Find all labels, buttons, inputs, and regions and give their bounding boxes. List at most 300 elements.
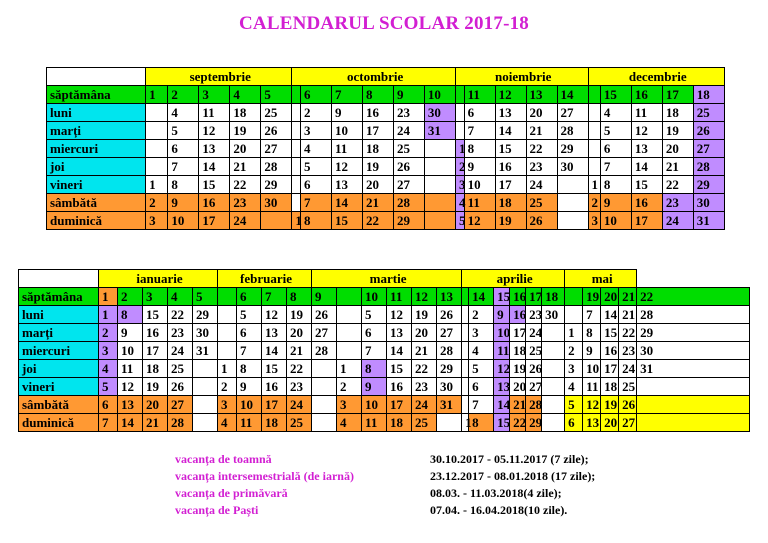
day-cell: 22 [637,288,750,306]
day-cell: 7 [168,158,199,176]
day-cell [462,396,469,414]
day-cell: 29 [261,176,292,194]
day-cell: 23 [619,342,637,360]
day-cell: 7 [301,194,332,212]
month-header: martie [312,270,462,288]
row-label: joi [47,158,146,176]
day-cell: 30 [424,104,455,122]
day-cell: 24 [230,212,261,230]
day-cell [146,140,168,158]
legend-item [175,502,258,519]
day-cell: 9 [362,378,387,396]
day-cell: 17 [143,342,168,360]
day-cell: 14 [387,342,412,360]
day-cell [292,158,301,176]
day-cell: 24 [662,212,693,230]
legend-dates: 08.03. - 11.03.2018(4 zile); [430,486,562,500]
day-cell: 3 [455,176,464,194]
legend-dates: 23.12.2017 - 08.01.2018 (17 zile); [430,469,596,483]
day-cell: 5 [455,212,464,230]
day-cell [588,122,600,140]
day-cell: 6 [600,140,631,158]
month-header: ianuarie [99,270,218,288]
day-cell: 3 [146,212,168,230]
day-cell: 15 [262,360,287,378]
day-cell: 9 [168,194,199,212]
day-cell: 29 [526,414,542,432]
row-label: sâmbătă [19,396,99,414]
day-cell: 14 [495,122,526,140]
day-cell: 11 [631,104,662,122]
day-cell: 10 [168,212,199,230]
day-cell: 27 [437,324,462,342]
day-cell [218,306,237,324]
day-cell [424,158,455,176]
day-cell: 8 [362,86,393,104]
day-cell: 19 [230,122,261,140]
day-cell: 28 [168,414,193,432]
row-label: vineri [47,176,146,194]
day-cell: 1 [565,324,583,342]
day-cell: 13 [495,104,526,122]
day-cell: 27 [693,140,724,158]
day-cell: 12 [262,306,287,324]
corner-cell [47,68,146,86]
day-cell [637,396,750,414]
day-cell: 21 [230,158,261,176]
day-cell: 23 [287,378,312,396]
day-cell: 10 [362,288,387,306]
row-label: joi [19,360,99,378]
day-cell: 17 [262,396,287,414]
day-cell: 7 [99,414,118,432]
day-cell: 21 [362,194,393,212]
day-cell [557,176,588,194]
day-cell: 15 [631,176,662,194]
day-cell: 25 [526,342,542,360]
day-cell: 7 [469,396,494,414]
day-cell: 1 [146,86,168,104]
day-cell: 23 [230,194,261,212]
day-cell: 18 [662,104,693,122]
day-cell: 18 [495,194,526,212]
day-cell: 18 [510,342,526,360]
day-cell: 19 [662,122,693,140]
day-cell [565,288,583,306]
day-cell: 4 [99,360,118,378]
day-cell: 11 [362,414,387,432]
table-row [47,158,725,176]
day-cell: 27 [557,104,588,122]
day-cell: 4 [469,342,494,360]
table-row [19,288,750,306]
day-cell: 4 [337,414,362,432]
day-cell: 8 [168,176,199,194]
day-cell: 5 [301,158,332,176]
day-cell: 24 [168,342,193,360]
day-cell: 29 [557,140,588,158]
day-cell: 7 [332,86,363,104]
day-cell: 24 [393,122,424,140]
day-cell [557,212,588,230]
day-cell: 15 [143,306,168,324]
table-row [47,194,725,212]
day-cell [292,194,301,212]
day-cell: 10 [362,396,387,414]
day-cell: 13 [332,176,363,194]
day-cell: 29 [193,306,218,324]
table-row [19,306,750,324]
day-cell: 13 [262,324,287,342]
day-cell: 30 [693,194,724,212]
day-cell: 6 [237,324,262,342]
day-cell: 19 [510,360,526,378]
day-cell: 6 [168,140,199,158]
day-cell: 25 [412,414,437,432]
day-cell [337,324,362,342]
day-cell: 11 [118,360,143,378]
day-cell: 31 [424,122,455,140]
day-cell [455,86,464,104]
day-cell: 31 [637,360,750,378]
day-cell [312,360,337,378]
day-cell: 4 [301,140,332,158]
day-cell: 15 [600,86,631,104]
day-cell: 27 [168,396,193,414]
day-cell: 15 [601,324,619,342]
day-cell: 1 [218,360,237,378]
day-cell: 6 [301,176,332,194]
day-cell: 28 [437,342,462,360]
legend-item [175,468,354,485]
day-cell: 1 [462,414,469,432]
day-cell: 11 [494,342,510,360]
day-cell: 22 [287,360,312,378]
row-label: marți [19,324,99,342]
month-header-row [19,270,750,288]
row-label: săptămâna [19,288,99,306]
day-cell: 10 [332,122,363,140]
day-cell: 12 [412,288,437,306]
day-cell: 18 [542,288,565,306]
day-cell: 5 [193,288,218,306]
day-cell: 5 [99,378,118,396]
day-cell: 17 [362,122,393,140]
day-cell: 16 [631,194,662,212]
day-cell: 17 [495,176,526,194]
day-cell: 3 [469,324,494,342]
day-cell [146,104,168,122]
day-cell: 4 [230,86,261,104]
day-cell: 8 [362,360,387,378]
day-cell: 5 [600,122,631,140]
month-header-row [47,68,725,86]
legend-name: vacanța intersemestrială (de iarnă) [175,469,354,483]
day-cell: 27 [312,324,337,342]
day-cell: 7 [464,122,495,140]
month-header: octombrie [292,68,456,86]
day-cell: 26 [312,306,337,324]
day-cell [462,378,469,396]
table-row [47,176,725,194]
day-cell: 16 [510,288,526,306]
day-cell: 25 [393,140,424,158]
day-cell: 17 [387,396,412,414]
day-cell [542,342,565,360]
day-cell: 22 [230,176,261,194]
day-cell: 21 [143,414,168,432]
day-cell: 30 [437,378,462,396]
day-cell: 25 [287,414,312,432]
corner-cell [19,270,99,288]
day-cell: 29 [637,324,750,342]
day-cell: 31 [437,396,462,414]
day-cell: 20 [230,140,261,158]
day-cell: 21 [619,288,637,306]
day-cell: 4 [600,104,631,122]
day-cell: 25 [168,360,193,378]
day-cell [193,414,218,432]
row-label: duminică [19,414,99,432]
day-cell: 3 [301,122,332,140]
day-cell: 28 [261,158,292,176]
day-cell: 31 [193,342,218,360]
legend-item [175,485,288,502]
day-cell [462,324,469,342]
table-row [19,378,750,396]
day-cell: 12 [464,212,495,230]
day-cell: 7 [237,342,262,360]
day-cell: 22 [362,212,393,230]
day-cell: 20 [412,324,437,342]
month-header: noiembrie [455,68,588,86]
day-cell [542,360,565,378]
day-cell [292,176,301,194]
day-cell: 4 [218,414,237,432]
day-cell: 26 [261,122,292,140]
day-cell [312,396,337,414]
day-cell: 18 [693,86,724,104]
day-cell [565,306,583,324]
day-cell: 1 [292,212,301,230]
day-cell: 5 [168,122,199,140]
day-cell: 25 [261,104,292,122]
day-cell [437,414,462,432]
day-cell: 21 [412,342,437,360]
legend-name: vacanța de primăvară [175,486,288,500]
day-cell [424,194,455,212]
day-cell [312,378,337,396]
day-cell: 21 [510,396,526,414]
month-header: aprilie [462,270,565,288]
day-cell [218,324,237,342]
day-cell: 8 [464,140,495,158]
day-cell [292,86,301,104]
day-cell [542,378,565,396]
day-cell: 9 [583,342,601,360]
day-cell: 25 [619,378,637,396]
day-cell [637,414,750,432]
day-cell: 20 [362,176,393,194]
day-cell: 23 [662,194,693,212]
day-cell: 22 [619,324,637,342]
day-cell: 1 [146,176,168,194]
day-cell: 28 [526,396,542,414]
day-cell [193,360,218,378]
day-cell: 22 [662,176,693,194]
day-cell: 1 [99,288,118,306]
day-cell [193,396,218,414]
day-cell: 19 [143,378,168,396]
day-cell: 13 [118,396,143,414]
day-cell: 8 [287,288,312,306]
day-cell: 4 [168,104,199,122]
day-cell: 22 [412,360,437,378]
day-cell [337,288,362,306]
day-cell: 6 [237,288,262,306]
day-cell: 29 [393,212,424,230]
day-cell: 14 [494,396,510,414]
day-cell: 22 [510,414,526,432]
day-cell: 12 [631,122,662,140]
legend-item [175,451,272,468]
day-cell [218,288,237,306]
day-cell: 16 [495,158,526,176]
table-row [19,324,750,342]
day-cell: 2 [588,194,600,212]
day-cell: 5 [469,360,494,378]
day-cell: 23 [412,378,437,396]
day-cell: 8 [600,176,631,194]
day-cell: 20 [143,396,168,414]
day-cell [292,140,301,158]
day-cell: 28 [637,306,750,324]
day-cell: 20 [601,414,619,432]
day-cell: 10 [118,342,143,360]
day-cell: 26 [437,306,462,324]
day-cell: 1 [99,306,118,324]
calendar-table-semester-2 [18,269,750,432]
day-cell [424,140,455,158]
day-cell: 18 [387,414,412,432]
day-cell: 9 [464,158,495,176]
day-cell: 10 [424,86,455,104]
day-cell [424,176,455,194]
table-row [47,86,725,104]
day-cell: 15 [494,414,510,432]
day-cell: 15 [494,288,510,306]
day-cell: 13 [631,140,662,158]
day-cell: 2 [337,378,362,396]
day-cell: 16 [631,86,662,104]
row-label: luni [19,306,99,324]
row-label: duminică [47,212,146,230]
day-cell: 25 [526,194,557,212]
day-cell: 8 [237,360,262,378]
row-label: luni [47,104,146,122]
day-cell: 10 [600,212,631,230]
day-cell: 19 [287,306,312,324]
day-cell: 21 [662,158,693,176]
day-cell: 27 [526,378,542,396]
day-cell: 7 [600,158,631,176]
day-cell [462,360,469,378]
day-cell: 7 [583,306,601,324]
day-cell: 13 [199,140,230,158]
day-cell: 16 [199,194,230,212]
day-cell: 28 [393,194,424,212]
day-cell: 1 [588,176,600,194]
day-cell [337,342,362,360]
day-cell: 1 [455,140,464,158]
day-cell: 12 [583,396,601,414]
day-cell: 2 [565,342,583,360]
day-cell: 10 [464,176,495,194]
day-cell: 11 [464,194,495,212]
day-cell: 15 [387,360,412,378]
day-cell: 5 [261,86,292,104]
day-cell: 3 [588,212,600,230]
day-cell: 9 [118,324,143,342]
month-header: februarie [218,270,312,288]
day-cell: 17 [601,360,619,378]
day-cell: 15 [332,212,363,230]
day-cell: 28 [557,122,588,140]
day-cell: 11 [583,378,601,396]
day-cell: 3 [199,86,230,104]
day-cell: 2 [301,104,332,122]
day-cell: 2 [469,306,494,324]
day-cell: 30 [261,194,292,212]
row-label: miercuri [47,140,146,158]
day-cell: 9 [237,378,262,396]
day-cell [462,342,469,360]
day-cell: 4 [565,378,583,396]
day-cell [637,378,750,396]
day-cell: 2 [99,324,118,342]
month-header: mai [565,270,637,288]
month-header: septembrie [146,68,292,86]
day-cell: 16 [387,378,412,396]
day-cell [462,306,469,324]
day-cell: 26 [693,122,724,140]
day-cell: 29 [693,176,724,194]
day-cell: 5 [565,396,583,414]
day-cell: 14 [557,86,588,104]
day-cell: 11 [332,140,363,158]
legend-name: vacanța de Paști [175,503,259,517]
day-cell: 22 [168,306,193,324]
legend-dates: 30.10.2017 - 05.11.2017 (7 zile); [430,452,589,466]
day-cell: 21 [526,122,557,140]
day-cell: 9 [494,306,510,324]
day-cell: 25 [693,104,724,122]
day-cell: 3 [99,342,118,360]
day-cell: 26 [526,212,557,230]
day-cell: 8 [301,212,332,230]
day-cell: 22 [526,140,557,158]
legend-name: vacanța de toamnă [175,452,272,466]
day-cell [261,212,292,230]
day-cell: 28 [693,158,724,176]
day-cell: 24 [287,396,312,414]
day-cell: 10 [494,324,510,342]
day-cell [462,288,469,306]
day-cell [588,140,600,158]
day-cell: 8 [469,414,494,432]
table-row [19,342,750,360]
day-cell: 14 [332,194,363,212]
